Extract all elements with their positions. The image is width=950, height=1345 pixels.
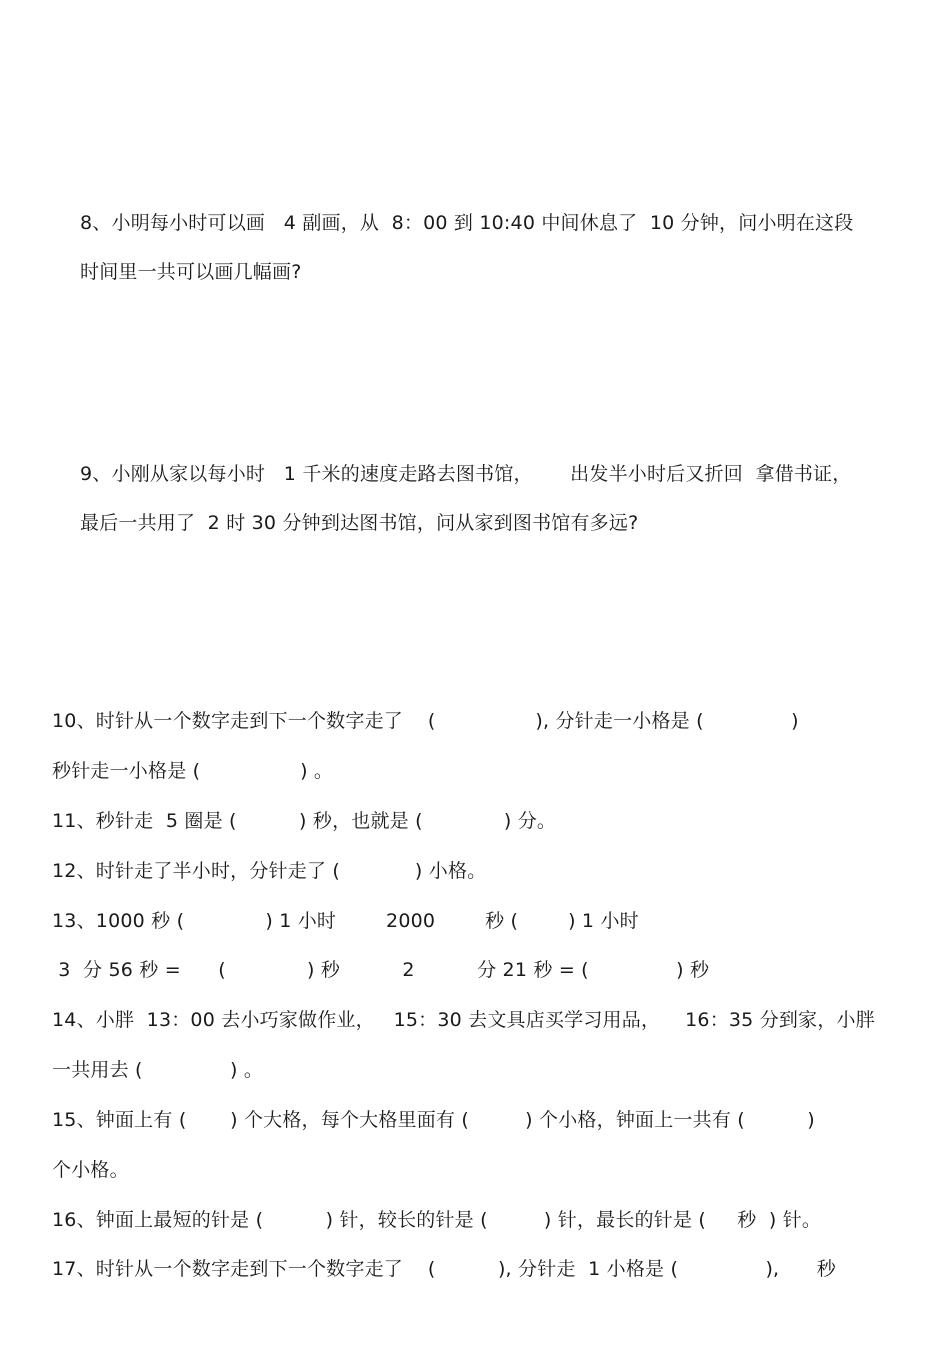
question-15-line-1: 15、钟面上有 ( ) 个大格，每个大格里面有 ( ) 个小格，钟面上一共有 ( ) xyxy=(52,1109,815,1131)
question-9-line-1: 9、小刚从家以每小时 1 千米的速度走路去图书馆， 出发半小时后又折回 拿借书证， xyxy=(80,463,852,485)
question-10-line-2: 秒针走一小格是 ( ) 。 xyxy=(52,760,334,782)
question-14-line-2: 一共用去 ( ) 。 xyxy=(52,1059,264,1081)
question-15-line-2: 个小格。 xyxy=(52,1159,129,1181)
question-9-line-2: 最后一共用了 2 时 30 分钟到达图书馆，问从家到图书馆有多远? xyxy=(80,512,639,534)
question-8-line-1: 8、小明每小时可以画 4 副画，从 8：00 到 10:40 中间休息了 10 分钟，问小明在这段 xyxy=(80,212,854,234)
question-13-line-2: 3 分 56 秒 = ( ) 秒 2 分 21 秒 = ( ) 秒 xyxy=(52,959,710,981)
question-8-line-2: 时间里一共可以画几幅画? xyxy=(80,261,302,283)
question-12-line-1: 12、时针走了半小时，分针走了 ( ) 小格。 xyxy=(52,860,487,882)
question-11-line-1: 11、秒针走 5 圈是 ( ) 秒，也就是 ( ) 分。 xyxy=(52,810,557,832)
question-13-line-1: 13、1000 秒 ( ) 1 小时 2000 秒 ( ) 1 小时 xyxy=(52,910,639,932)
question-17-line-1: 17、时针从一个数字走到下一个数字走了 ( ), 分针走 1 小格是 ( ), 秒 xyxy=(52,1258,836,1280)
question-10-line-1: 10、时针从一个数字走到下一个数字走了 ( ), 分针走一小格是 ( ) xyxy=(52,710,799,732)
question-14-line-1: 14、小胖 13：00 去小巧家做作业， 15：30 去文具店买学习用品， 16：35 分到家，小胖 xyxy=(52,1009,875,1031)
question-16-line-1: 16、钟面上最短的针是 ( ) 针，较长的针是 ( ) 针，最长的针是 ( 秒 ) 针。 xyxy=(52,1209,822,1231)
